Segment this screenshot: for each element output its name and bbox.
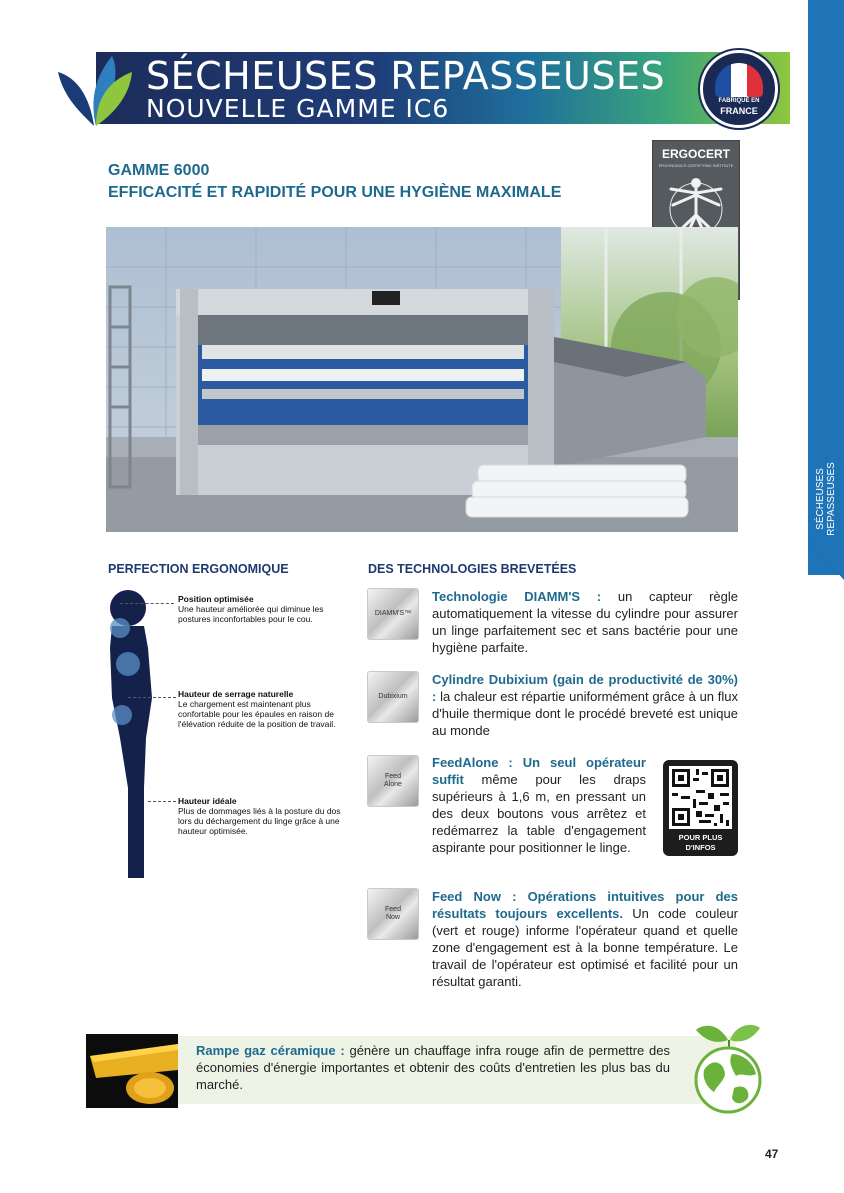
range-title: GAMME 6000 [108, 162, 210, 179]
side-tab-label: SÉCHEUSES REPASSEUSES [815, 462, 837, 536]
tech-item-diamms: Technologie DIAMM'S : un capteur règle automatiquement la vitesse du cylindre pour assurer un linge parfaitement sec et sans bactérie pour une hygiène parfaite. [432, 589, 738, 655]
page-subtitle: NOUVELLE GAMME IC6 [146, 94, 450, 123]
page-number: 47 [765, 1147, 779, 1161]
pointer-line-neck [120, 603, 174, 604]
tech-item-feed-now: Feed Now : Opérations intuitives pour des résultats toujours excellents. Un code couleur (vert et rouge) informe l'opérateur quand et quelle zone d'engagement est à la bonne température. Le travail de l'opérateur est optimisé et facilité pour un résultat garanti. [432, 889, 738, 989]
page-title: SÉCHEUSES REPASSEUSES [146, 54, 666, 98]
ceramic-gas-ramp-image [86, 1034, 178, 1108]
qr-code-icon[interactable] [669, 766, 732, 829]
gas-ramp-text: Rampe gaz céramique : génère un chauffage infra rouge afin de permettre des économies d'énergie importantes et obtenir des coûts d'entretien les plus bas du marché. [196, 1043, 670, 1092]
tech-item-dubixium: Cylindre Dubixium (gain de productivité de 30%) : la chaleur est répartie uniformément grâce à un flux d'huile thermique dont le procédé breveté est unique au monde [432, 672, 738, 738]
tech-item-feed-alone: FeedAlone : Un seul opérateur suffit même pour les draps supérieurs à 1,6 m, en pressant un des deux boutons vous arrêtez et redémarrez la table d'engagement aspirante pour positionner le linge. [432, 755, 646, 855]
ironer-machine-photo [106, 227, 738, 532]
badge-big-text: FRANCE [720, 106, 758, 116]
feed-alone-icon: Feed Alone [367, 755, 419, 807]
made-in-france-badge [700, 50, 778, 128]
qr-caption-line2: D'INFOS [685, 843, 716, 852]
feed-now-icon: Feed Now [367, 888, 419, 940]
technologies-heading: DES TECHNOLOGIES BREVETÉES [368, 562, 577, 576]
ergo-item-2: Hauteur de serrage naturelle Le chargement est maintenant plus confortable pour les épaules en raison de l'élévation réduite de la position de travail. [178, 689, 336, 729]
pointer-line-shoulder [128, 697, 176, 698]
body-silhouette-icon [98, 588, 178, 883]
eco-earth-icon [688, 1018, 768, 1114]
france-flag-icon [715, 63, 763, 97]
ergo-item-3: Hauteur idéale Plus de dommages liés à la posture du dos lors du déchargement du linge grâce à une hauteur optimisée. [178, 796, 341, 836]
qr-code-card[interactable] [663, 760, 738, 856]
ergonomics-heading: PERFECTION ERGONOMIQUE [108, 562, 289, 576]
ergo-item-1: Position optimisée Une hauteur améliorée qui diminue les postures inconfortables pour le cou. [178, 594, 324, 624]
leaf-logo-icon [50, 42, 140, 132]
pointer-line-back [148, 801, 176, 802]
dubixium-icon: Dubixium [367, 671, 419, 723]
ergocert-name: ERGOCERT [661, 147, 730, 161]
diamms-icon: DIAMM'S™ [367, 588, 419, 640]
badge-small-text: FABRIQUÉ EN [718, 98, 760, 104]
qr-caption-line1: POUR PLUS [678, 833, 723, 842]
ergocert-subtitle: ERGONOMICS CERTIFYING INSTITUTE [658, 163, 734, 168]
range-subtitle: EFFICACITÉ ET RAPIDITÉ POUR UNE HYGIÈNE MAXIMALE [108, 184, 562, 201]
